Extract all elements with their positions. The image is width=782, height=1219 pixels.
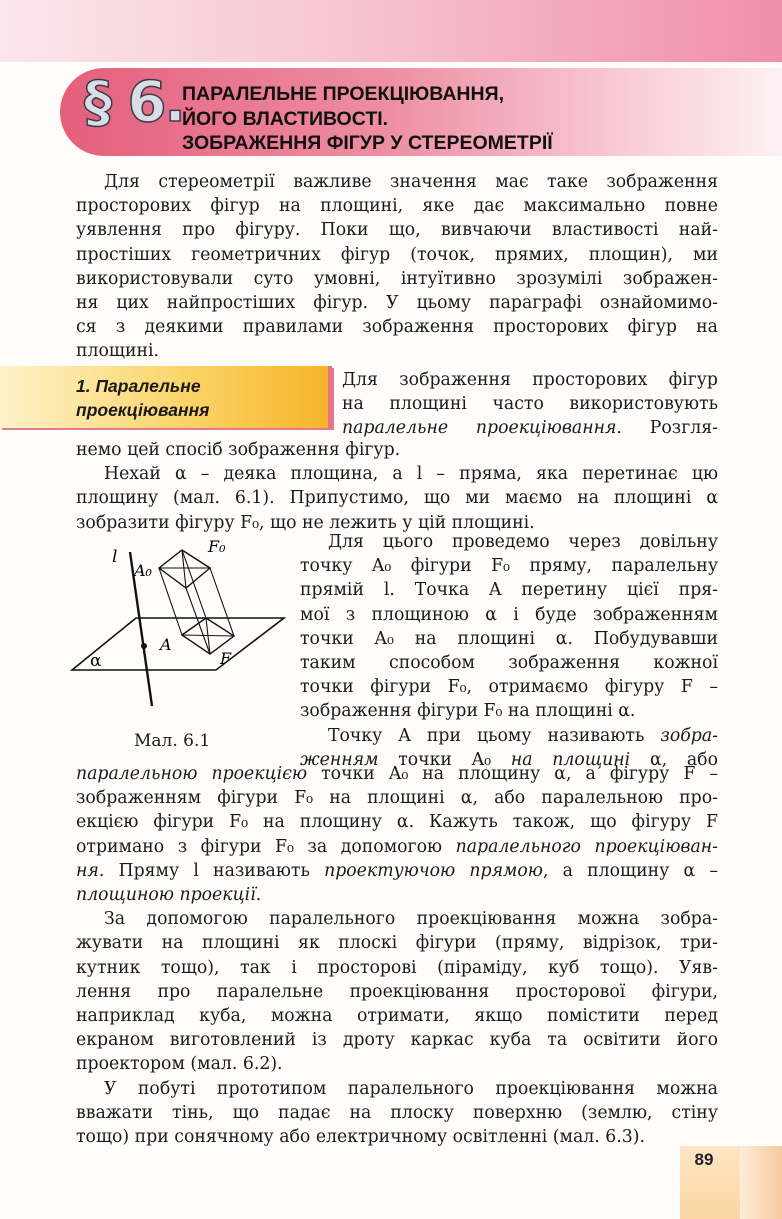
text-line xyxy=(76,883,718,907)
text-line xyxy=(300,724,718,748)
text-fragment: . xyxy=(255,885,262,906)
section-number: § 6. xyxy=(84,70,184,135)
italic-term: зобра- xyxy=(660,725,718,746)
text-line: мої з площиною α і буде зображенням xyxy=(300,604,718,625)
figure-6-1-diagram xyxy=(64,530,292,730)
text-line: Для зображення просторових фігур xyxy=(342,370,718,390)
text-line: площині. xyxy=(76,341,160,362)
text-line: екцією фігури F₀ на площину α. Кажуть також, що фігуру F xyxy=(76,812,718,833)
text-fragment: Точку A при цьому називають xyxy=(328,725,661,746)
text-line: уявлення про фігуру. Поки що, вивчаючи властивості най- xyxy=(76,220,718,241)
italic-term: паралельною проекцією xyxy=(76,764,308,784)
text-line: на площині часто використовують xyxy=(342,394,718,415)
text-line: Для стереометрії важливе значення має таке зображення xyxy=(104,172,718,192)
text-line xyxy=(76,859,718,883)
page-number: 89 xyxy=(694,1150,714,1169)
section-title-line: ПАРАЛЕЛЬНЕ ПРОЕКЦІЮВАННЯ, xyxy=(182,83,505,105)
text-line: зобразити фігуру F₀, що не лежить у цій площині. xyxy=(76,512,535,533)
text-line: ня цих найпростіших фігур. У цьому параграфі ознайомимо- xyxy=(76,293,718,314)
text-fragment: . Розгля- xyxy=(616,418,718,439)
text-line: просторових фігур на площині, яке дає максимально повне xyxy=(76,196,718,217)
page-number-box xyxy=(680,1146,740,1219)
italic-term: площиною проекції xyxy=(76,885,256,906)
paragraph-block-b xyxy=(76,438,718,535)
figure-caption: Мал. 6.1 xyxy=(134,731,211,751)
text-line: наприклад куба, можна отримати, якщо помістити перед xyxy=(76,1006,718,1027)
text-line: Для цього проведемо через довільну xyxy=(328,532,718,552)
text-line: зображенням фігури F₀ на площині α, або паралельною про- xyxy=(76,788,718,809)
page-corner-decor xyxy=(740,1146,782,1219)
text-line: жувати на площині як плоскі фігури (пряму, відрізок, три- xyxy=(76,933,718,954)
italic-term: ня xyxy=(76,860,99,881)
text-fragment: точки A₀ xyxy=(378,749,511,770)
figure-label-a: A xyxy=(160,635,172,654)
section-title xyxy=(182,82,553,156)
text-line: зображення фігури F₀ на площині α. xyxy=(300,701,636,722)
text-line: точки фігури F₀, отримаємо фігуру F – xyxy=(300,677,718,698)
italic-term: на площині xyxy=(510,749,631,770)
subsection-title-line: 1. Паралельне xyxy=(76,376,201,396)
text-fragment: , а площину α – xyxy=(542,860,718,881)
paragraph-block-c xyxy=(300,530,718,772)
top-decor-band xyxy=(0,0,782,62)
text-line: ся з деякими правилами зображення просторових фігур на xyxy=(76,317,718,338)
text-line: Нехай α – деяка площина, а l – пряма, яка перетинає цю xyxy=(104,464,718,485)
section-title-line: ЗОБРАЖЕННЯ ФІГУР У СТЕРЕОМЕТРІЇ xyxy=(182,132,553,154)
paragraph-block-a xyxy=(342,368,718,441)
text-line: проектором (мал. 6.2). xyxy=(76,1054,283,1075)
text-line: екраном виготовлений із дроту каркас куба та освітити його xyxy=(76,1030,718,1051)
text-line: простіших геометричних фігур (точок, прямих, площин), ми xyxy=(76,244,718,265)
text-line: прямій l. Точка A перетину цієї пря- xyxy=(300,580,718,601)
figure-label-a0: A₀ xyxy=(134,561,152,580)
text-line: площину (мал. 6.1). Припустимо, що ми маємо на площині α xyxy=(76,488,718,509)
text-fragment: точки A₀ на площину α, а фігуру F – xyxy=(307,764,718,784)
text-line: таким способом зображення кожної xyxy=(300,653,718,674)
text-line: немо цей спосіб зображення фігур. xyxy=(76,440,401,460)
text-fragment: . Пряму l називають xyxy=(98,860,325,881)
text-line: використовували суто умовні, інтуїтивно зрозумілі зображен- xyxy=(76,268,718,289)
text-line: лення про паралельне проекціювання просторової фігури, xyxy=(76,981,718,1002)
figure-label-f: F xyxy=(220,649,232,668)
subsection-title-line: проекціювання xyxy=(76,400,210,420)
text-line: За допомогою паралельного проекціювання можна зобра- xyxy=(104,909,718,930)
text-fragment: отримано з фігури F₀ за допомогою xyxy=(76,836,456,857)
text-line: тощо) при сонячному або електричному освітленні (мал. 6.3). xyxy=(76,1127,645,1148)
text-line xyxy=(342,416,718,440)
italic-term: женням xyxy=(300,749,379,770)
text-line: точку A₀ фігури F₀ пряму, паралельну xyxy=(300,556,718,577)
text-line: У побуті прототипом паралельного проекціювання можна xyxy=(104,1078,718,1099)
figure-label-alpha: α xyxy=(90,651,102,671)
text-line: точки A₀ на площині α. Побудувавши xyxy=(300,628,718,649)
subsection-title xyxy=(76,374,210,422)
figure-label-f0: F₀ xyxy=(208,537,226,556)
text-line: вважати тінь, що падає на плоску поверхню (землю, стіну xyxy=(76,1102,718,1123)
text-line: кутник тощо), так і просторові (піраміду, куб тощо). Уяв- xyxy=(76,957,718,978)
section-title-line: ЙОГО ВЛАСТИВОСТІ. xyxy=(182,107,389,130)
text-line xyxy=(76,762,718,786)
italic-term: проектуючою прямою xyxy=(324,860,543,881)
intro-paragraph xyxy=(76,170,718,364)
figure-label-l: l xyxy=(112,547,118,567)
text-line xyxy=(76,835,718,859)
italic-term: паралельне проекціювання xyxy=(342,418,617,439)
paragraph-block-d xyxy=(76,762,718,1149)
text-fragment: α, або xyxy=(630,749,718,770)
italic-term: паралельного проекціюван- xyxy=(455,836,718,857)
